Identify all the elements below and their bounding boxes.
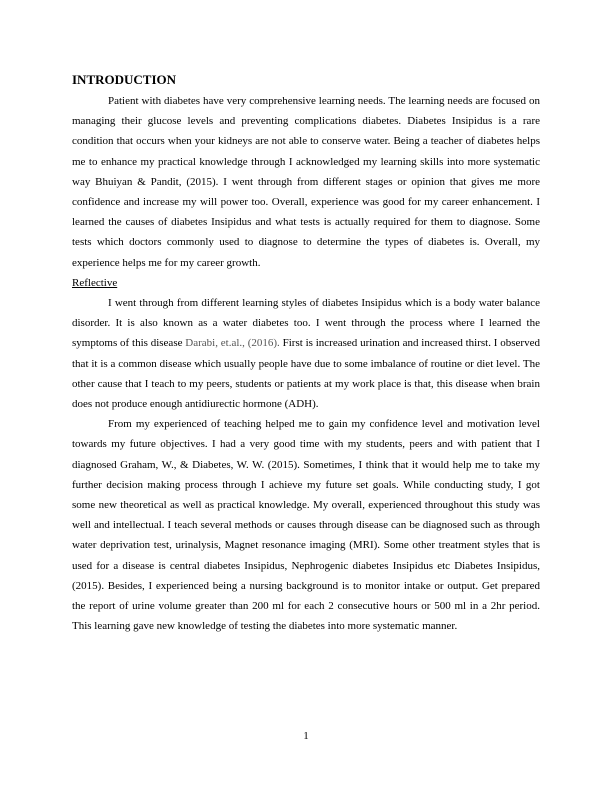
section-heading-introduction: INTRODUCTION <box>72 72 177 87</box>
reflective-paragraph-1 <box>72 293 540 414</box>
citation-darabi: Darabi, et.al., (2016). <box>185 337 280 350</box>
document-page <box>72 70 540 636</box>
page-number: 1 <box>303 730 309 742</box>
reflective-p1-text-before: I went through from different learning styles of diabetes Insipidus which is a body water balance disorder. It is also known as a water diabetes too. I went through the process where I learned the symptoms of this disease <box>72 297 540 350</box>
intro-paragraph: Patient with diabetes have very comprehensive learning needs. The learning needs are focused on managing their glucose levels and preventing complications diabetes. Diabetes Insipidus is a rare condition that occurs when your kidneys are not able to conserve water. Being a teacher of diabetes helps me to enhance my practical knowledge through I acknowledged my learning skills into more systematic way Bhuiyan & Pandit, (2015). I went through from different stages or opinion that gives me more confidence and increase my will power too. Overall, experience was good for my career enhancement. I learned the causes of diabetes Insipidus and what tests is actually required for them to diagnose. Some tests which doctors commonly used to diagnose to determine the types of diabetes is. Overall, my experience helps me for my career growth. <box>72 95 540 269</box>
reflective-paragraph-2: From my experienced of teaching helped me to gain my confidence level and motivation level towards my future objectives. I had a very good time with my students, peers and with patient that I diagnosed Graham, W., & Diabetes, W. W. (2015). Sometimes, I think that it would help me to take my further decision making process through I achieve my future set goals. While conducting study, I got some new theoretical as well as practical knowledge. My overall, experienced throughout this study was well and intellectual. I teach several methods or causes through disease can be diagnosed such as through water deprivation test, urinalysis, Magnet resonance imaging (MRI). Some other treatment styles that is used for a disease is central diabetes Insipidus, Nephrogenic diabetes Insipidus etc Diabetes Insipidus, (2015). Besides, I experienced being a nursing background is to monitor intake or output. Get prepared the report of urine volume greater than 200 ml for each 2 consecutive hours or 500 ml in a 2hr period. This learning gave new knowledge of testing the diabetes into more systematic manner. <box>72 418 540 633</box>
subheading-reflective: Reflective <box>72 276 118 289</box>
reflective-p1-text-after: First is increased urination and increased thirst. I observed that it is a common disease which usually people have due to some imbalance of routine or diet level. The other cause that I teach to my peers, students or patients at my work place is that, this disease when brain does not produce enough antidiurectic hormone (ADH). <box>72 337 540 411</box>
